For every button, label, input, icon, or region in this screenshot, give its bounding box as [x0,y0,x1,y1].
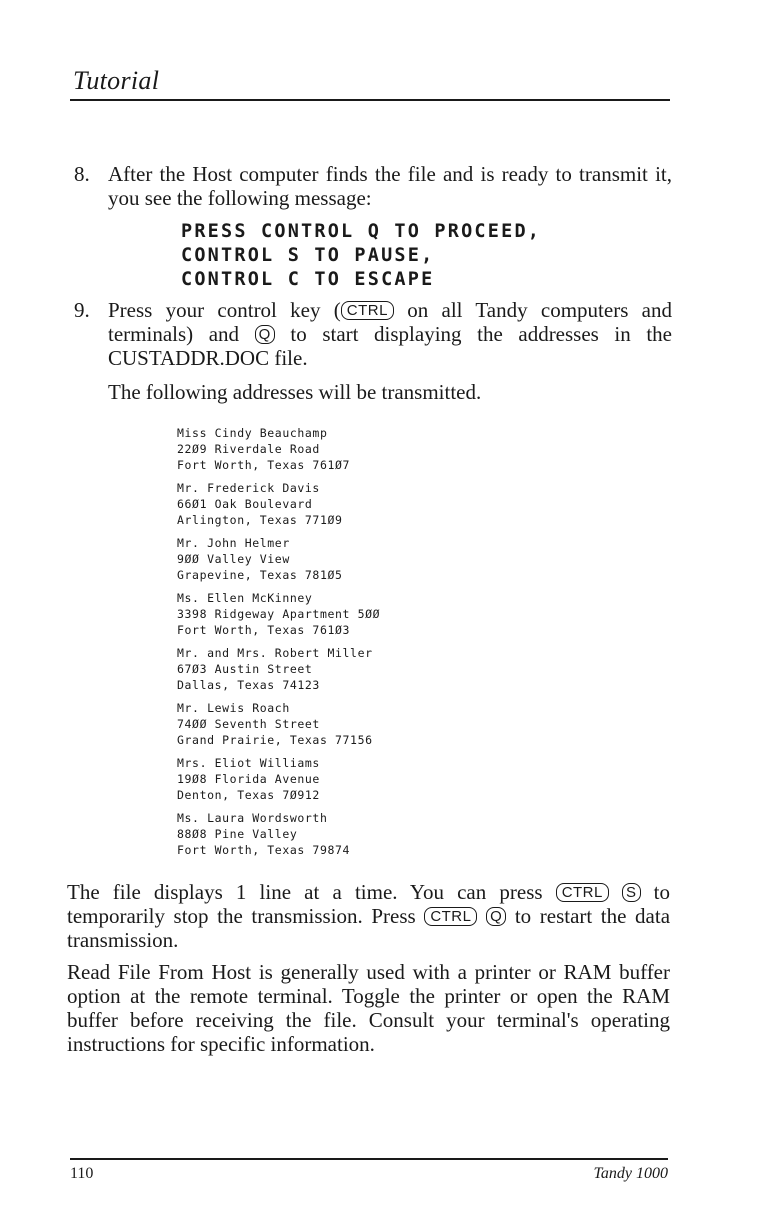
step-9 [74,298,672,370]
address-line: 74ØØ Seventh Street [177,717,320,731]
q-key-icon: Q [255,325,275,344]
address-block [177,480,380,528]
message-line: PRESS CONTROL Q TO PROCEED, [181,221,542,242]
address-block [177,425,380,473]
address-line: 9ØØ Valley View [177,552,290,566]
address-line: 88Ø8 Pine Valley [177,827,298,841]
step-text-part: to start displaying the addresses in the CUSTADDR.DOC file. [108,322,672,370]
header-rule [70,99,670,101]
address-line: Mr. John Helmer [177,536,290,550]
ctrl-key-icon: CTRL [341,301,394,320]
address-block [177,810,380,858]
address-line: Grand Prairie, Texas 77156 [177,733,373,747]
addresses-intro: The following addresses will be transmitted. [108,380,482,404]
address-block [177,535,380,583]
address-line: 22Ø9 Riverdale Road [177,442,320,456]
address-line: 66Ø1 Oak Boulevard [177,497,313,511]
address-line: 3398 Ridgeway Apartment 5ØØ [177,607,381,621]
paragraph-text: to temporarily stop the transmission. Press [67,880,671,928]
ctrl-key-icon: CTRL [556,883,609,902]
ctrl-key-icon: CTRL [424,907,477,926]
page-number: 110 [70,1165,94,1182]
footer-rule [70,1158,668,1160]
paragraph-read-file-info: Read File From Host is generally used with a printer or RAM buffer option at the remote terminal. Toggle the printer or open the RAM buffer before receiving the file. Consult your terminal's operating instructions for specific information. [67,960,670,1056]
step-number: 9. [74,298,90,322]
address-line: 19Ø8 Florida Avenue [177,772,320,786]
address-line: Dallas, Texas 74123 [177,678,320,692]
address-line: Fort Worth, Texas 761Ø3 [177,623,351,637]
step-text-part: Press your control key ( [108,298,341,322]
address-line: Mr. Lewis Roach [177,701,290,715]
message-line: CONTROL S TO PAUSE, [181,245,435,266]
address-list [177,425,380,865]
address-line: Grapevine, Texas 781Ø5 [177,568,343,582]
running-head: Tutorial [73,66,160,95]
address-block [177,755,380,803]
book-title: Tandy 1000 [593,1165,668,1182]
address-block [177,590,380,638]
q-key-icon: Q [486,907,506,926]
paragraph-pause-info [67,880,670,952]
message-line: CONTROL C TO ESCAPE [181,269,435,290]
address-line: Miss Cindy Beauchamp [177,426,328,440]
address-line: Mr. Frederick Davis [177,481,320,495]
address-block [177,645,380,693]
paragraph-text: to restart the data transmission. [67,904,671,952]
address-block [177,700,380,748]
host-message [181,220,541,292]
s-key-icon: S [622,883,641,902]
address-line: Ms. Ellen McKinney [177,591,313,605]
step-number: 8. [74,162,90,186]
address-line: Fort Worth, Texas 79874 [177,843,351,857]
step-text-part: on all Tandy computers and terminals) and [108,298,672,346]
address-line: Denton, Texas 7Ø912 [177,788,320,802]
paragraph-text: The file displays 1 line at a time. You can press [67,880,556,904]
address-line: Arlington, Texas 771Ø9 [177,513,343,527]
address-line: Fort Worth, Texas 761Ø7 [177,458,351,472]
address-line: Mrs. Eliot Williams [177,756,320,770]
address-line: Mr. and Mrs. Robert Miller [177,646,373,660]
step-text: After the Host computer finds the file and is ready to transmit it, you see the following message: [108,162,672,210]
address-line: Ms. Laura Wordsworth [177,811,328,825]
step-8 [74,162,672,210]
address-line: 67Ø3 Austin Street [177,662,313,676]
step-text [108,298,672,370]
